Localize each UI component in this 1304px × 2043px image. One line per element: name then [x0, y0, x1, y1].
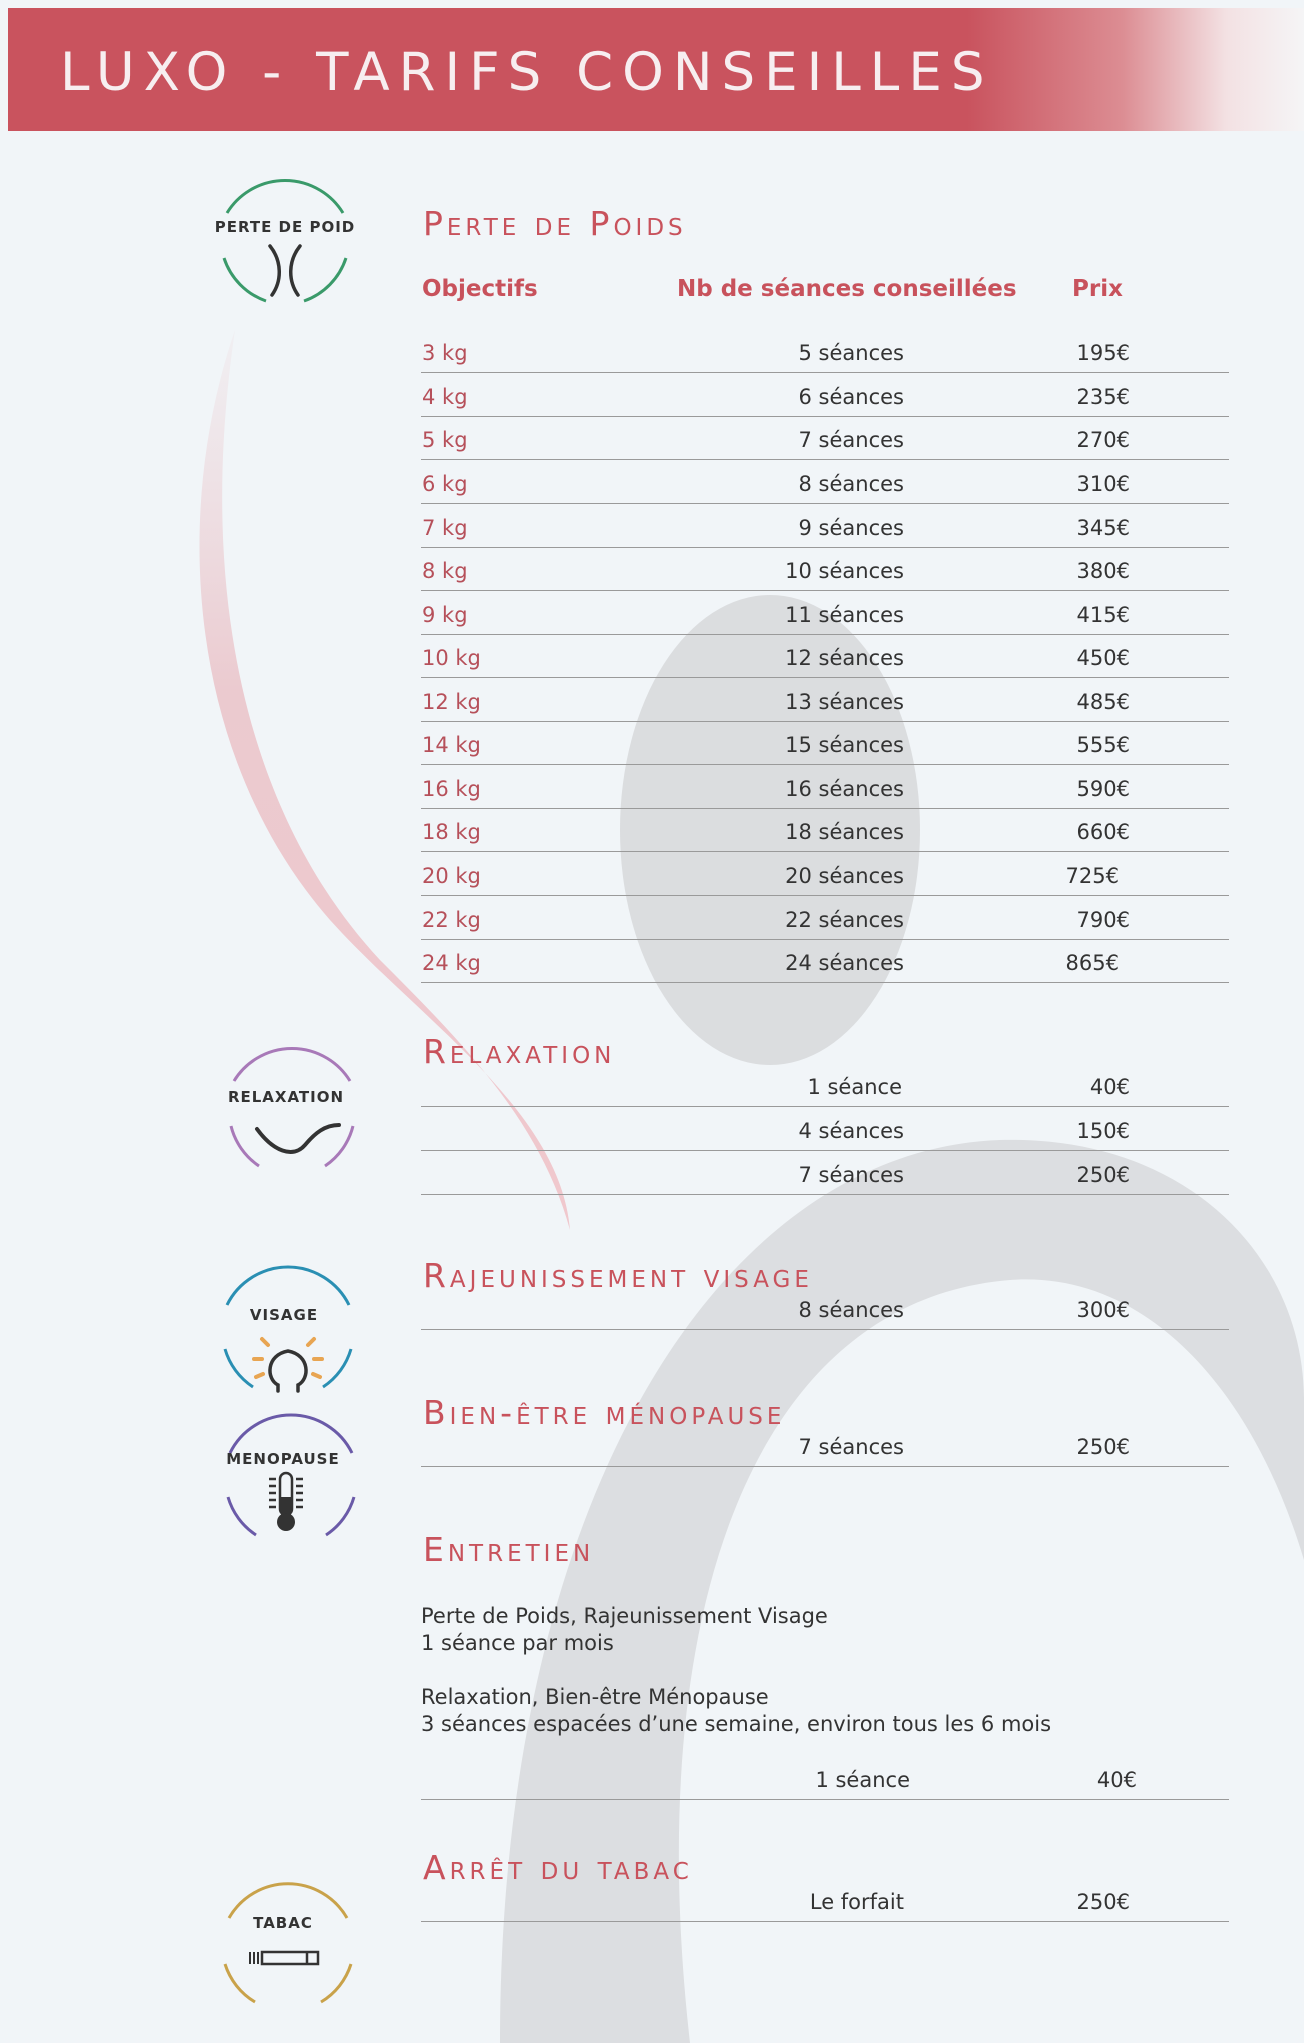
objectif-cell: 6 kg [422, 472, 468, 496]
seances-cell: 13 séances [785, 690, 904, 714]
objectif-cell: 8 kg [422, 559, 468, 583]
prix-cell: 555€ [1076, 733, 1130, 757]
prix-cell: 450€ [1076, 646, 1130, 670]
objectif-cell: 24 kg [422, 951, 481, 975]
table-row [421, 764, 1229, 809]
objectif-cell: 9 kg [422, 603, 468, 627]
table-row [421, 677, 1229, 722]
prix-cell: 380€ [1076, 559, 1130, 583]
table-row [421, 372, 1229, 417]
prix-cell: 235€ [1076, 385, 1130, 409]
entretien-line: Perte de Poids, Rajeunissement Visage [421, 1604, 828, 1628]
badge-relaxation [217, 1036, 367, 1176]
seances-cell: 12 séances [785, 646, 904, 670]
seances-cell: 16 séances [785, 777, 904, 801]
seances-cell: 11 séances [785, 603, 904, 627]
objectif-cell: 7 kg [422, 516, 468, 540]
prix-cell: 725€ [1065, 864, 1119, 888]
seances-cell: 7 séances [798, 1163, 904, 1187]
section-title-perte-de-poids: Perte de Poids [423, 204, 687, 243]
section-title-relaxation: Relaxation [423, 1032, 616, 1071]
prix-cell: 250€ [1076, 1890, 1130, 1914]
seances-cell: 1 séance [807, 1075, 902, 1099]
seances-cell: 15 séances [785, 733, 904, 757]
table-row [421, 1422, 1229, 1467]
badge-menopause [216, 1405, 366, 1545]
objectif-cell: 18 kg [422, 820, 481, 844]
table-row [421, 1285, 1229, 1330]
prix-cell: 485€ [1076, 690, 1130, 714]
glowing-face-icon [248, 1329, 328, 1395]
table-row [421, 503, 1229, 548]
prix-cell: 310€ [1076, 472, 1130, 496]
thermometer-icon [266, 1471, 306, 1533]
seances-cell: 7 séances [798, 428, 904, 452]
table-row [421, 633, 1229, 678]
page-title: LUXO - TARIFS CONSEILLES [60, 42, 994, 103]
badge-label: PERTE DE POID [214, 218, 356, 236]
parentheses-body-icon [265, 243, 305, 298]
prix-cell: 150€ [1076, 1119, 1130, 1143]
badge-label: MENOPAUSE [226, 1450, 340, 1468]
prix-cell: 345€ [1076, 516, 1130, 540]
seances-cell: 6 séances [798, 385, 904, 409]
objectif-cell: 10 kg [422, 646, 481, 670]
badge-perte-de-poids [210, 168, 360, 308]
table-row [421, 938, 1229, 983]
objectif-cell: 3 kg [422, 341, 468, 365]
badge-label: RELAXATION [227, 1088, 345, 1106]
seances-cell: 5 séances [798, 341, 904, 365]
objectif-cell: 4 kg [422, 385, 468, 409]
table-row [421, 720, 1229, 765]
section-title-bien-etre-menopause: Bien-être ménopause [423, 1393, 786, 1432]
seances-cell: Le forfait [809, 1890, 904, 1914]
seances-cell: 20 séances [785, 864, 904, 888]
prix-cell: 590€ [1076, 777, 1130, 801]
column-header-objectifs: Objectifs [422, 276, 538, 302]
prix-cell: 790€ [1076, 908, 1130, 932]
table-row [421, 1106, 1229, 1151]
entretien-line: 3 séances espacées d’une semaine, environ tous les 6 mois [421, 1712, 1052, 1736]
seances-cell: 22 séances [785, 908, 904, 932]
seances-cell: 7 séances [798, 1435, 904, 1459]
table-row [421, 1877, 1229, 1922]
prix-cell: 40€ [1089, 1075, 1130, 1099]
badge-label: VISAGE [249, 1306, 319, 1324]
prix-cell: 415€ [1076, 603, 1130, 627]
cigarette-icon [247, 1948, 323, 1968]
seances-cell: 10 séances [785, 559, 904, 583]
objectif-cell: 12 kg [422, 690, 481, 714]
prix-cell: 865€ [1065, 951, 1119, 975]
table-row [421, 1755, 1229, 1800]
seances-cell: 1 séance [815, 1768, 910, 1792]
badge-visage [213, 1257, 363, 1397]
column-header-prix: Prix [1072, 276, 1123, 302]
badge-tabac [213, 1872, 363, 2012]
table-row [421, 415, 1229, 460]
objectif-cell: 14 kg [422, 733, 481, 757]
wave-icon [253, 1121, 343, 1161]
objectif-cell: 16 kg [422, 777, 481, 801]
objectif-cell: 22 kg [422, 908, 481, 932]
prix-cell: 270€ [1076, 428, 1130, 452]
table-row [421, 546, 1229, 591]
seances-cell: 4 séances [798, 1119, 904, 1143]
seances-cell: 18 séances [785, 820, 904, 844]
seances-cell: 8 séances [798, 1298, 904, 1322]
seances-cell: 8 séances [798, 472, 904, 496]
column-header-seances: Nb de séances conseillées [677, 276, 1017, 302]
table-row [421, 590, 1229, 635]
prix-cell: 195€ [1076, 341, 1130, 365]
ring-icon [213, 1872, 363, 2012]
section-title-entretien: Entretien [423, 1530, 595, 1569]
table-row [421, 328, 1229, 373]
prix-cell: 40€ [1096, 1768, 1137, 1792]
prix-cell: 250€ [1076, 1435, 1130, 1459]
table-row [421, 459, 1229, 504]
section-title-arret-du-tabac: Arrêt du tabac [423, 1848, 693, 1887]
prix-cell: 660€ [1076, 820, 1130, 844]
seances-cell: 9 séances [798, 516, 904, 540]
table-row [421, 1062, 1229, 1107]
objectif-cell: 5 kg [422, 428, 468, 452]
table-row [421, 1150, 1229, 1195]
prix-cell: 250€ [1076, 1163, 1130, 1187]
section-title-rajeunissement-visage: Rajeunissement visage [423, 1256, 813, 1295]
entretien-line: Relaxation, Bien-être Ménopause [421, 1685, 769, 1709]
prix-cell: 300€ [1076, 1298, 1130, 1322]
table-row [421, 807, 1229, 852]
seances-cell: 24 séances [785, 951, 904, 975]
objectif-cell: 20 kg [422, 864, 481, 888]
table-row [421, 851, 1229, 896]
table-row [421, 895, 1229, 940]
badge-label: TABAC [253, 1914, 313, 1932]
entretien-line: 1 séance par mois [421, 1631, 614, 1655]
